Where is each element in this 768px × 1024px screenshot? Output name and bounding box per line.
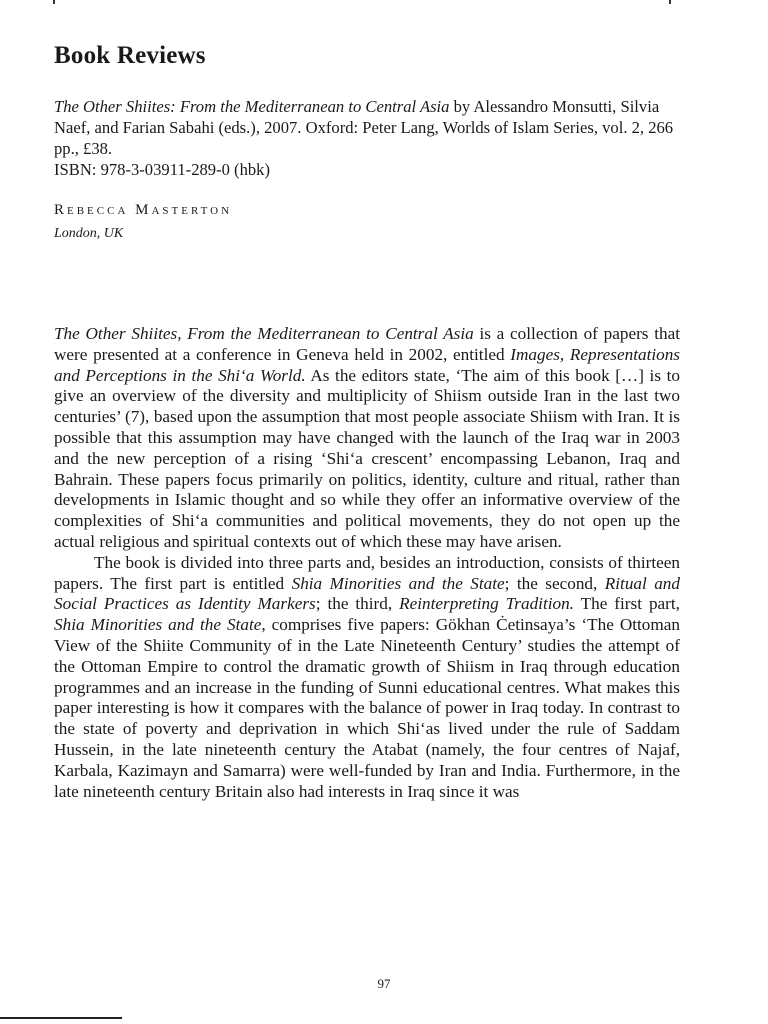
title-ref: Shia Minorities and the State (54, 615, 262, 635)
book-details: by Alessandro Monsutti, Silvia Naef, and Farian Sabahi (eds.), 2007. Oxford: Peter Lang, Worlds of Islam Series, vol. 2, 266 pp., £38. (54, 97, 674, 158)
text-run: is a collection of papers that were presented at a conference in Geneva held in 2002, entitled (54, 324, 680, 364)
text-run: , comprises five papers: Gökhan Ċetinsaya’s ‘The Ottoman View of the Shiite Community of in the Late Nineteenth Century’ studies the attempt of the Ottoman Empire to control the dramatic growth of Shiism in Iraq through education programmes and an increase in the funding of Sunni educational centres. What makes this paper interesting is how it compares with the balance of power in Iraq today. In contrast to the state of poverty and deprivation in which Shi‘as lived under the rule of Saddam Hussein, in the late nineteenth century the Atabat (namely, the four centres of Najaf, Karbala, Kazimayn and Samarra) were well-funded by Iran and India. Furthermore, in the late nineteenth century Britain also had interests in Iraq since it was (54, 615, 680, 801)
section-heading: Book Reviews (54, 42, 206, 69)
book-isbn: ISBN: 978-3-03911-289-0 (hbk) (54, 160, 271, 179)
title-ref: Reinterpreting Tradition. (399, 594, 574, 614)
footer-rule (0, 1017, 122, 1019)
book-citation (54, 96, 694, 159)
review-paragraph-2 (54, 553, 680, 803)
text-run: The first part, (573, 594, 680, 614)
reviewer-name: Rebecca Masterton (54, 202, 233, 218)
reviewer-location: London, UK (54, 226, 124, 241)
title-ref: The Other Shiites, From the Mediterranean to Central Asia (54, 324, 474, 343)
review-body (54, 324, 680, 802)
title-ref: Shia Minorities and the State (291, 573, 505, 593)
text-run: As the editors state, ‘The aim of this book […] is to give an overview of the diversity and multiplicity of Shiism outside Iran in the last two centuries’ (7), based upon the assumption that most people associate Shiism with Iran. It is possible that this assumption may have changed with the launch of the Iraq war in 2003 and the new perception of a rising ‘Shi‘a crescent’ encompassing Lebanon, Iraq and Bahrain. These papers focus primarily on politics, identity, culture and ritual, rather than developments in Islamic thought and so while they offer an informative overview of the complexities of Shi‘a communities and political movements, they do not open up the actual religious and spiritual contexts out of which these may have arisen. (54, 365, 680, 551)
crop-mark-left (53, 0, 55, 4)
text-run: ; the third, (315, 594, 400, 614)
page-number: 97 (377, 976, 391, 991)
book-title: The Other Shiites: From the Mediterranean to Central Asia (54, 97, 450, 116)
crop-mark-right (669, 0, 671, 4)
title-ref: Ritual and Social Practices as Identity Markers (54, 573, 680, 614)
text-run: The book is divided into three parts and, besides an introduction, consists of thirteen papers. The first part is entitled (54, 552, 680, 593)
text-run: ; the second, (504, 573, 605, 593)
title-ref: Images, Representations and Perceptions in the Shi‘a World. (54, 344, 680, 385)
review-paragraph-1 (54, 324, 680, 553)
